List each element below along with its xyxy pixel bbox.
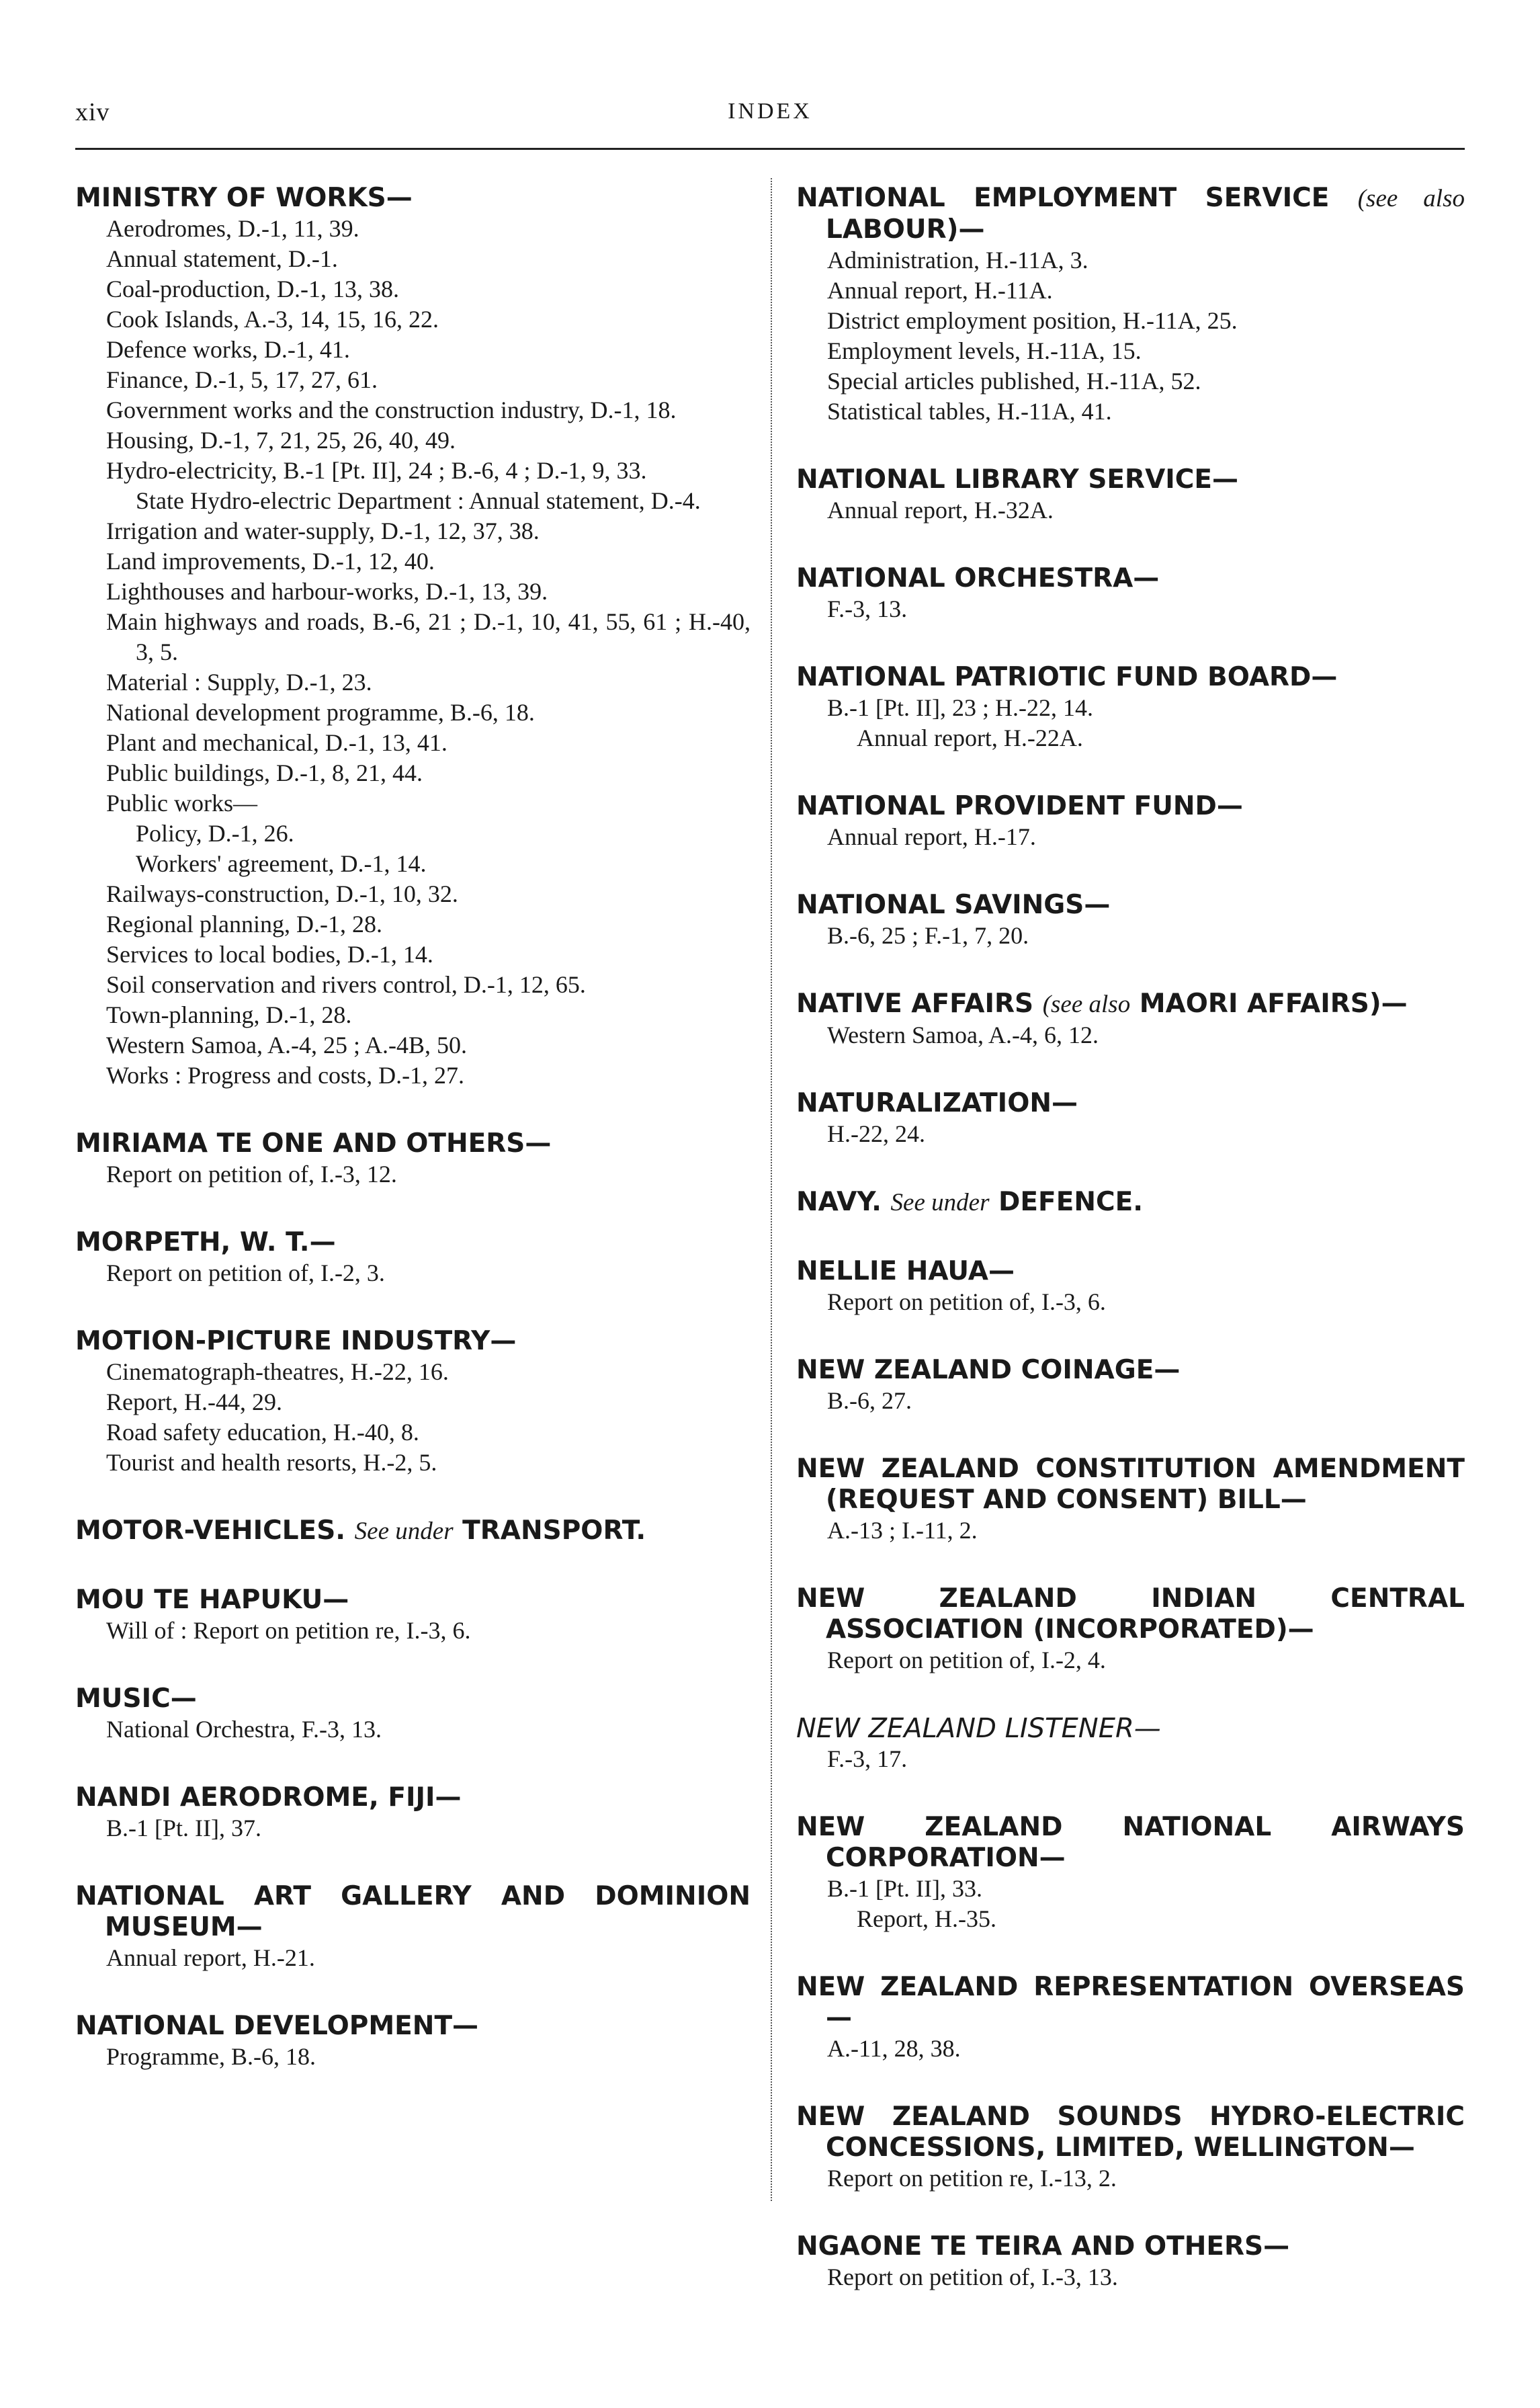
heading-text: MORPETH, W. T.— bbox=[75, 1227, 336, 1257]
index-entry bbox=[796, 2231, 1465, 2292]
entry-line: Report on petition of, I.-3, 6. bbox=[827, 1288, 1106, 1315]
entry-line: Will of : Report on petition re, I.-3, 6. bbox=[106, 1617, 471, 1644]
heading-text: NATIONAL SAVINGS— bbox=[796, 890, 1111, 920]
entry-heading bbox=[75, 1128, 751, 1159]
entry-line: Programme, B.-6, 18. bbox=[106, 2043, 316, 2070]
heading-text: NATIONAL ART GALLERY AND DOMINION MUSEUM— bbox=[75, 1881, 751, 1942]
entry-line: State Hydro-electric Department : Annual statement, D.-4. bbox=[136, 487, 701, 514]
entry-heading bbox=[75, 1782, 751, 1813]
entry-heading bbox=[796, 2102, 1465, 2163]
entry-line: Aerodromes, D.-1, 11, 39. bbox=[106, 215, 359, 242]
index-entry bbox=[796, 1713, 1465, 1774]
entry-line: National Orchestra, F.-3, 13. bbox=[106, 1716, 382, 1743]
index-entry bbox=[75, 1326, 751, 1478]
entry-line: Cook Islands, A.-3, 14, 15, 16, 22. bbox=[106, 306, 439, 333]
heading-text: NAVY. bbox=[796, 1187, 882, 1217]
entry-line: Soil conservation and rivers control, D.-1, 12, 65. bbox=[106, 971, 586, 998]
index-entry bbox=[796, 989, 1465, 1050]
index-entry bbox=[75, 1128, 751, 1190]
index-entry bbox=[796, 464, 1465, 526]
entry-line: Land improvements, D.-1, 12, 40. bbox=[106, 548, 435, 575]
entry-line: B.-1 [Pt. II], 23 ; H.-22, 14. bbox=[827, 694, 1093, 721]
cross-reference: DEFENCE. bbox=[998, 1187, 1144, 1217]
index-entry bbox=[796, 1972, 1465, 2064]
heading-text: NEW ZEALAND NATIONAL AIRWAYS CORPORATION— bbox=[796, 1812, 1465, 1873]
index-entry bbox=[796, 1812, 1465, 1934]
entry-line: Finance, D.-1, 5, 17, 27, 61. bbox=[106, 366, 378, 393]
entry-line: F.-3, 17. bbox=[827, 1745, 908, 1772]
page-number: xiv bbox=[75, 98, 110, 126]
entry-line: Annual report, H.-21. bbox=[106, 1944, 315, 1971]
entry-line: B.-1 [Pt. II], 37. bbox=[106, 1815, 261, 1841]
entry-heading bbox=[796, 1583, 1465, 1645]
heading-text: MINISTRY OF WORKS— bbox=[75, 183, 413, 213]
entry-heading: NEW ZEALAND LISTENER— bbox=[796, 1713, 1161, 1744]
entry-line: Public buildings, D.-1, 8, 21, 44. bbox=[106, 759, 423, 786]
entry-line: Report on petition of, I.-2, 4. bbox=[827, 1647, 1106, 1673]
index-entry bbox=[796, 1187, 1465, 1218]
entry-line: Annual statement, D.-1. bbox=[106, 245, 338, 272]
entry-line: B.-1 [Pt. II], 33. bbox=[827, 1875, 982, 1902]
index-entry bbox=[75, 1227, 751, 1288]
entry-line: Material : Supply, D.-1, 23. bbox=[106, 669, 372, 696]
index-entry bbox=[796, 2102, 1465, 2194]
entry-heading bbox=[796, 1355, 1465, 1386]
entry-line: Statistical tables, H.-11A, 41. bbox=[827, 398, 1112, 425]
index-entry bbox=[796, 1355, 1465, 1416]
entry-line: Town-planning, D.-1, 28. bbox=[106, 1001, 352, 1028]
entry-line: Report on petition of, I.-3, 12. bbox=[106, 1161, 397, 1188]
entry-line: Policy, D.-1, 26. bbox=[136, 820, 294, 847]
heading-text: NATIVE AFFAIRS bbox=[796, 989, 1034, 1019]
entry-line: Annual report, H.-17. bbox=[827, 823, 1036, 850]
entry-line: Report on petition of, I.-3, 13. bbox=[827, 2264, 1118, 2290]
entry-heading bbox=[796, 1454, 1465, 1516]
entry-line: Works : Progress and costs, D.-1, 27. bbox=[106, 1062, 465, 1089]
entry-line: F.-3, 13. bbox=[827, 595, 908, 622]
entry-heading bbox=[796, 890, 1465, 921]
entry-line: A.-11, 28, 38. bbox=[827, 2035, 961, 2062]
entry-heading bbox=[796, 183, 1465, 245]
entry-heading bbox=[796, 662, 1465, 693]
heading-text: MUSIC— bbox=[75, 1684, 197, 1714]
see-reference: See under bbox=[354, 1518, 454, 1545]
entry-line: Public works— bbox=[106, 790, 257, 817]
entry-heading bbox=[796, 1972, 1465, 2034]
index-entry bbox=[75, 1585, 751, 1646]
heading-text: NATIONAL ORCHESTRA— bbox=[796, 563, 1160, 593]
entry-heading bbox=[796, 1256, 1465, 1287]
entry-line: Road safety education, H.-40, 8. bbox=[106, 1419, 419, 1446]
index-entry bbox=[796, 1088, 1465, 1149]
heading-text: NANDI AERODROME, FIJI— bbox=[75, 1782, 462, 1813]
entry-line: National development programme, B.-6, 18. bbox=[106, 699, 535, 726]
entry-line: Irrigation and water-supply, D.-1, 12, 37, 38. bbox=[106, 517, 540, 544]
heading-text: NEW ZEALAND REPRESENTATION OVERSEAS— bbox=[796, 1972, 1465, 2033]
heading-text: NEW ZEALAND CONSTITUTION AMENDMENT (REQUEST AND CONSENT) BILL— bbox=[796, 1454, 1465, 1515]
entry-line: Annual report, H.-22A. bbox=[857, 724, 1083, 751]
entry-line: Annual report, H.-32A. bbox=[827, 497, 1054, 524]
heading-text: NATIONAL LIBRARY SERVICE— bbox=[796, 464, 1239, 495]
entry-line: Western Samoa, A.-4, 6, 12. bbox=[827, 1022, 1099, 1048]
entry-line: Western Samoa, A.-4, 25 ; A.-4B, 50. bbox=[106, 1032, 468, 1058]
entry-heading bbox=[75, 1326, 751, 1357]
heading-text: NATURALIZATION— bbox=[796, 1088, 1078, 1118]
entry-heading bbox=[796, 791, 1465, 822]
index-entry bbox=[75, 1516, 751, 1547]
cross-reference: MAORI AFFAIRS)— bbox=[1139, 989, 1408, 1019]
cross-reference: LABOUR)— bbox=[826, 214, 985, 245]
heading-text: MIRIAMA TE ONE AND OTHERS— bbox=[75, 1128, 552, 1159]
index-entry bbox=[796, 791, 1465, 852]
index-entry bbox=[75, 183, 751, 1091]
index-entry bbox=[796, 183, 1465, 427]
entry-line: B.-6, 27. bbox=[827, 1387, 912, 1414]
entry-line: Coal-production, D.-1, 13, 38. bbox=[106, 276, 399, 302]
index-entry bbox=[75, 1684, 751, 1745]
entry-line: Government works and the construction industry, D.-1, 18. bbox=[106, 397, 677, 423]
header-rule bbox=[75, 148, 1465, 150]
see-reference: See under bbox=[890, 1189, 990, 1216]
index-entry bbox=[796, 1454, 1465, 1546]
column-divider bbox=[771, 178, 772, 2201]
heading-text: NATIONAL PATRIOTIC FUND BOARD— bbox=[796, 662, 1338, 692]
see-reference: (see also bbox=[1042, 991, 1131, 1018]
entry-heading bbox=[75, 1516, 751, 1547]
entry-line: Railways-construction, D.-1, 10, 32. bbox=[106, 880, 458, 907]
entry-line: Hydro-electricity, B.-1 [Pt. II], 24 ; B.-6, 4 ; D.-1, 9, 33. bbox=[106, 457, 647, 484]
heading-text: NEW ZEALAND COINAGE— bbox=[796, 1355, 1181, 1385]
index-entry bbox=[75, 2011, 751, 2072]
entry-heading bbox=[796, 464, 1465, 495]
index-entry bbox=[75, 1881, 751, 1973]
right-column bbox=[796, 183, 1465, 2330]
entry-line: Annual report, H.-11A. bbox=[827, 277, 1053, 304]
page-header bbox=[75, 97, 1465, 138]
heading-text: NEW ZEALAND SOUNDS HYDRO-ELECTRIC CONCESSIONS, LIMITED, WELLINGTON— bbox=[796, 2102, 1465, 2163]
entry-heading bbox=[796, 1088, 1465, 1119]
index-entry bbox=[796, 1583, 1465, 1675]
entry-line: Housing, D.-1, 7, 21, 25, 26, 40, 49. bbox=[106, 427, 456, 454]
entry-line: B.-6, 25 ; F.-1, 7, 20. bbox=[827, 922, 1029, 949]
entry-heading bbox=[796, 1812, 1465, 1874]
left-column bbox=[75, 183, 751, 2110]
entry-heading bbox=[796, 563, 1465, 594]
heading-text: NATIONAL DEVELOPMENT— bbox=[75, 2011, 479, 2041]
entry-heading bbox=[75, 1684, 751, 1714]
entry-line: Report, H.-35. bbox=[857, 1905, 996, 1932]
entry-line: Administration, H.-11A, 3. bbox=[827, 247, 1088, 274]
heading-text: MOU TE HAPUKU— bbox=[75, 1585, 349, 1615]
entry-line: Workers' agreement, D.-1, 14. bbox=[136, 850, 427, 877]
index-entry bbox=[796, 662, 1465, 753]
index-entry bbox=[796, 563, 1465, 624]
heading-text: MOTION-PICTURE INDUSTRY— bbox=[75, 1326, 517, 1356]
entry-heading bbox=[75, 1227, 751, 1258]
index-entry bbox=[796, 1256, 1465, 1317]
heading-text: NGAONE TE TEIRA AND OTHERS— bbox=[796, 2231, 1290, 2261]
entry-heading bbox=[75, 183, 751, 214]
entry-line: Services to local bodies, D.-1, 14. bbox=[106, 941, 433, 968]
entry-heading bbox=[796, 2231, 1465, 2262]
entry-heading bbox=[75, 1881, 751, 1943]
entry-line: Defence works, D.-1, 41. bbox=[106, 336, 350, 363]
heading-text: NEW ZEALAND INDIAN CENTRAL ASSOCIATION (INCORPORATED)— bbox=[796, 1583, 1465, 1645]
entry-line: H.-22, 24. bbox=[827, 1120, 925, 1147]
entry-line: Report, H.-44, 29. bbox=[106, 1388, 282, 1415]
entry-line: Employment levels, H.-11A, 15. bbox=[827, 337, 1142, 364]
entry-line: District employment position, H.-11A, 25. bbox=[827, 307, 1238, 334]
entry-line: Cinematograph-theatres, H.-22, 16. bbox=[106, 1358, 449, 1385]
heading-text: NATIONAL PROVIDENT FUND— bbox=[796, 791, 1243, 821]
entry-line: Special articles published, H.-11A, 52. bbox=[827, 368, 1201, 395]
heading-text: NATIONAL EMPLOYMENT SERVICE bbox=[796, 183, 1330, 213]
entry-line: Plant and mechanical, D.-1, 13, 41. bbox=[106, 729, 447, 756]
entry-line: Regional planning, D.-1, 28. bbox=[106, 911, 382, 938]
entry-line: Lighthouses and harbour-works, D.-1, 13, 39. bbox=[106, 578, 548, 605]
page-title: INDEX bbox=[728, 99, 812, 124]
entry-heading bbox=[796, 1187, 1465, 1218]
entry-heading bbox=[75, 2011, 751, 2042]
entry-line: A.-13 ; I.-11, 2. bbox=[827, 1517, 978, 1544]
see-reference: (see also bbox=[1357, 185, 1465, 212]
entry-line: Report on petition re, I.-13, 2. bbox=[827, 2165, 1117, 2192]
entry-line: Report on petition of, I.-2, 3. bbox=[106, 1259, 385, 1286]
cross-reference: TRANSPORT. bbox=[462, 1516, 646, 1546]
entry-heading bbox=[796, 989, 1465, 1020]
index-entry bbox=[75, 1782, 751, 1843]
entry-heading bbox=[75, 1585, 751, 1616]
entry-line: Main highways and roads, B.-6, 21 ; D.-1, 10, 41, 55, 61 ; H.-40, 3, 5. bbox=[106, 608, 751, 665]
entry-line: Tourist and health resorts, H.-2, 5. bbox=[106, 1449, 437, 1476]
heading-text: MOTOR-VEHICLES. bbox=[75, 1516, 346, 1546]
index-entry bbox=[796, 890, 1465, 951]
heading-text: NELLIE HAUA— bbox=[796, 1256, 1015, 1286]
